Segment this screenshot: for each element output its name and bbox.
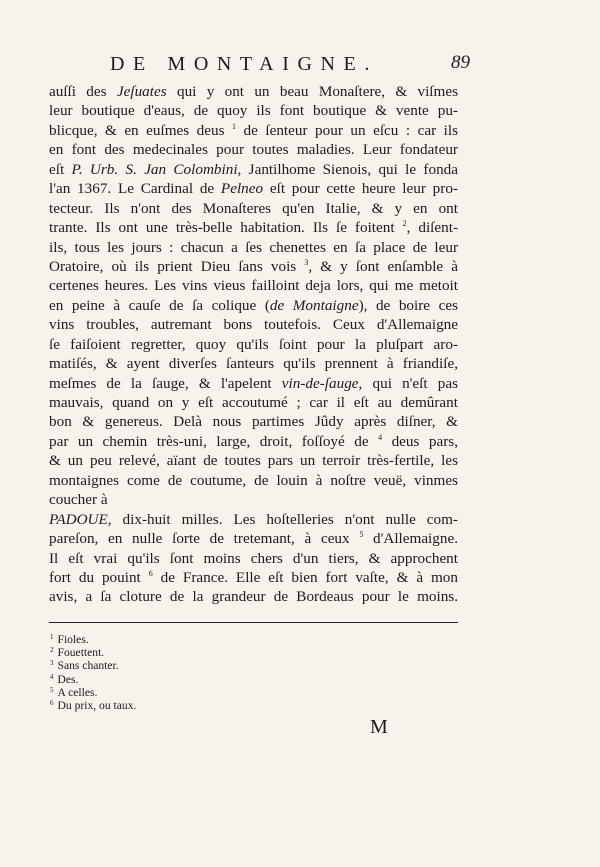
text-run: fort du pouint [49,568,149,586]
text-line [49,587,458,606]
text-line [49,179,458,198]
text-line [49,529,458,548]
italic-run: PADOUE, [49,510,112,528]
footnote-text: Des. [57,672,79,686]
text-line [49,140,458,159]
text-line [49,471,458,490]
text-run: en peine à cauſe de ſa colique ( [49,296,270,314]
text-run: auſſi des [49,83,117,100]
running-head: DE MONTAIGNE. [110,53,378,75]
text-run: leur boutique d'eaus, de quoy ils font boutique & vente pu- [49,102,458,120]
footnote-ref: 5 [359,530,364,540]
text-line [49,101,458,120]
page-number: 89 [451,52,470,73]
text-run: deus pars, [382,432,458,450]
footnote [50,659,136,672]
text-run: montaignes come de coutume, de louin à noſtre veuë, vinmes [49,471,458,489]
footnote-text: A celles. [57,685,98,699]
text-run: de France. Elle eſt bien fort vaſte, & à mon [152,568,458,586]
text-run: vins troubles, autremant bons toutefois. Ceux d'Allemaigne [49,316,458,334]
footnote-ref: 1 [232,121,237,131]
text-run: bon & genereus. Delà nous partimes Jûdy après diſner, & [49,413,458,431]
text-line [49,374,458,393]
italic-run: Pelneo [220,180,264,198]
text-line [49,121,458,140]
text-run: de ſenteur pour un eſcu : car ils [236,121,458,139]
text-line [49,393,458,412]
text-line [49,549,458,568]
text-line [49,82,458,101]
text-run: dix-huit milles. Les hoſtelleries n'ont nulle com- [111,510,458,528]
text-line [49,490,458,509]
footnote-ref: 6 [148,568,153,578]
footnote [50,699,136,712]
text-run: certenes heures. Les vins vieus failloint deja lors, qui me metoit [49,277,458,295]
text-line [49,218,458,237]
italic-run: vin-de-ſauge, [281,374,363,392]
text-line [49,412,458,431]
text-run: par un chemin très-uni, large, droit, foſſoyé de [49,432,379,450]
text-run: qui n'eſt pas [362,374,458,392]
text-run: tecteur. Ils n'ont des Monaſteres qu'en Italie, & y en ont [49,199,458,217]
text-run: ſe faiſoient regretter, quoy qu'ils ſoint pour la pluſpart aro- [49,335,458,353]
text-line [49,296,458,315]
text-run: qui y ont un beau Monaſtere, & viſmes [166,83,458,100]
footnote-text: Du prix, ou taux. [57,699,137,713]
text-line [49,315,458,334]
footnote-number: 6 [50,699,54,708]
italic-run: Jeſuates [116,83,167,100]
text-line [49,335,458,354]
text-line [49,276,458,295]
text-line [49,432,458,451]
text-run: Il eſt vrai qu'ils ſont moins chers d'un tiers, & approchent [49,549,458,567]
body-text [49,82,458,607]
footnote-number: 2 [50,646,54,655]
text-run: ), de boire ces [358,296,458,314]
footnote-number: 4 [50,672,54,681]
text-line [49,568,458,587]
page-header [110,53,470,79]
text-run: d'Allemaigne. [363,530,458,548]
footnote [50,646,136,659]
signature-mark: M [370,716,388,738]
text-run: , diſent- [406,219,459,237]
text-run: eſt [49,160,72,178]
text-run: matiſés, & ayent diverſes ſanteurs qu'ils prennent à friandiſe, [49,355,458,373]
footnote [50,633,136,646]
text-run: pareſon, en nulle ſorte de tretemant, à ceux [49,530,360,548]
footnote [50,673,136,686]
text-run: en font des medecinales pour toutes maladies. Leur fondateur [49,141,458,159]
text-run: l'an 1367. Le Cardinal de [49,180,221,198]
text-line [49,199,458,218]
footnote [50,686,136,699]
footnote-text: Fioles. [57,633,89,646]
text-line [49,510,458,529]
text-line [49,257,458,276]
footnote-ref: 4 [378,432,383,442]
italic-run: P. Urb. S. Jan Colombini, [71,160,242,178]
text-run: , & y ſont enſamble à [308,257,459,275]
footnote-number: 1 [50,633,54,641]
text-run: coucher à [49,491,108,509]
text-run: ils, tous les jours : chacun a ſes chenettes en ſa place de leur [49,238,458,256]
text-line [49,238,458,257]
text-run: meſmes de la ſauge, & l'apelent [49,374,282,392]
text-run: mauvais, quand on y eſt accoutumé ; car il eſt au demûrant [49,394,458,411]
text-run: blicque, & en euſmes deus [49,121,233,139]
text-run: eſt pour cette heure leur pro- [263,180,458,198]
text-line [49,160,458,179]
text-run: Jantilhome Sienois, qui le fonda [241,160,458,178]
footnote-ref: 3 [304,257,309,267]
footnotes [50,633,136,712]
text-run: Oratoire, où ils prient Dieu ſans vois [49,257,305,275]
footnote-rule [49,622,458,624]
text-line [49,354,458,373]
footnote-number: 3 [50,659,54,668]
text-run: avis, a ſa cloture de la grandeur de Bordeaus pour le moins. [49,588,458,606]
italic-run: de Montaigne [269,296,359,314]
footnote-ref: 2 [402,219,407,229]
footnote-text: Sans chanter. [57,659,119,673]
text-line [49,451,458,470]
footnote-text: Fouettent. [57,646,105,660]
footnote-number: 5 [50,685,54,694]
text-run: & un peu relevé, aïant de toutes pars un terroir très-fertile, les [49,452,458,470]
text-run: trante. Ils ont une très-belle habitation. Ils ſe foitent [49,219,403,237]
